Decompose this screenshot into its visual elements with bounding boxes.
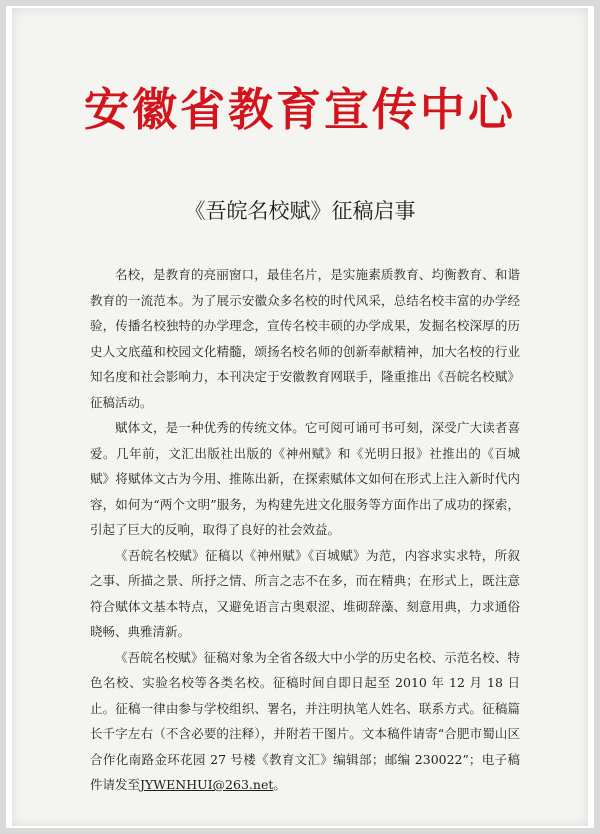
email-punctuation: 。	[273, 777, 286, 792]
email-link[interactable]: JYWENHUI@263.net	[140, 777, 274, 792]
submission-text: 《吾皖名校赋》征稿对象为全省各级大中小学的历史名校、示范名校、特色名校、实验名校等各类名校。征稿时间自即日起至 2010 年 12 月 18 日止。征稿一律由参与学校组织、署名，并注明执笔人姓名、联系方式。征稿篇长千字左右（不含必要的注释），并附若干图片。文本稿件请寄“合肥市蜀山区合作化南路金环花园 27 号楼《教育文汇》编辑部；邮编 230022”；电子稿件请发至	[90, 649, 520, 792]
notice-body	[90, 262, 520, 798]
paragraph-fu-style: 赋体文，是一种优秀的传统文体。它可阅可诵可书可刻，深受广大读者喜爱。几年前，文汇出版社出版的《神州赋》和《光明日报》社推出的《百城赋》将赋体文古为今用、推陈出新，在探索赋体文如何在形式上注入新时代内容，如何为“两个文明”服务，为构建先进文化服务等方面作出了成功的探索，引起了巨大的反响，取得了良好的社会效益。	[90, 420, 520, 537]
organization-letterhead: 安徽省教育宣传中心	[83, 83, 516, 136]
paragraph-submission	[90, 645, 520, 798]
paragraph-intro: 名校，是教育的亮丽窗口，最佳名片，是实施素质教育、均衡教育、和谐教育的一流范本。为了展示安徽众多名校的时代风采，总结名校丰富的办学经验，传播名校独特的办学理念，宣传名校丰硕的办学成果，发掘名校深厚的历史人文底蕴和校园文化精髓，颂扬名校名师的创新奉献精神，加大名校的行业知名度和社会影响力，本刊决定于安徽教育网联手，隆重推出《吾皖名校赋》征稿活动。	[90, 267, 520, 410]
paragraph-requirements: 《吾皖名校赋》征稿以《神州赋》《百城赋》为范，内容求实求特，所叙之事、所描之景、所抒之情、所言之志不在多，而在精典；在形式上，既注意符合赋体文基本特点，又避免语言古奥艰涩、堆砌辞藻、刻意用典，力求通俗晓畅、典雅清新。	[90, 547, 520, 639]
notice-title: 《吾皖名校赋》征稿启事	[184, 199, 416, 223]
